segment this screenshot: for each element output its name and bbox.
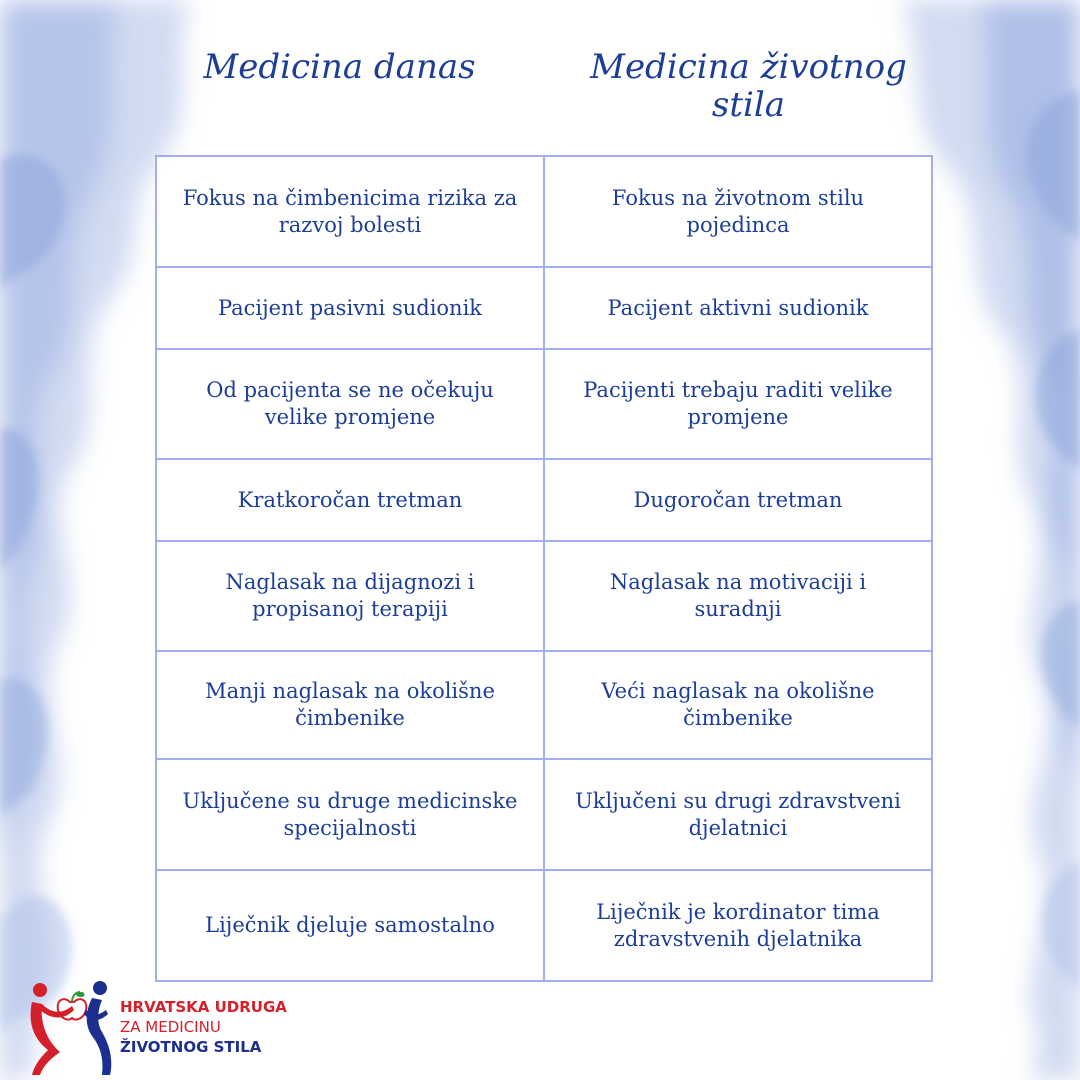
heading-medicina-danas: Medicina danas (203, 47, 476, 87)
figures-logo-icon (26, 980, 118, 1075)
cell-right: Uključeni su drugi zdravstveni djelatnici (544, 759, 932, 870)
comparison-table (155, 155, 933, 982)
table-row (156, 651, 932, 759)
table-row (156, 541, 932, 651)
cell-right: Fokus na životnom stilu pojedinca (544, 156, 932, 267)
cell-right: Pacijenti trebaju raditi velike promjene (544, 349, 932, 459)
table-row (156, 156, 932, 267)
cell-left: Od pacijenta se ne očekuju velike promjene (156, 349, 544, 459)
association-logo (26, 980, 326, 1075)
cell-right: Naglasak na motivaciji i suradnji (544, 541, 932, 651)
logo-line-1: HRVATSKA UDRUGA (120, 998, 287, 1016)
cell-right: Liječnik je kordinator tima zdravstvenih djelatnika (544, 870, 932, 981)
table-row (156, 759, 932, 870)
logo-line-3: ŽIVOTNOG STILA (120, 1038, 262, 1056)
cell-right: Veći naglasak na okolišne čimbenike (544, 651, 932, 759)
cell-left: Liječnik djeluje samostalno (156, 870, 544, 981)
cell-left: Manji naglasak na okolišne čimbenike (156, 651, 544, 759)
logo-text (120, 997, 287, 1057)
table-row (156, 459, 932, 541)
cell-left: Pacijent pasivni sudionik (156, 267, 544, 349)
cell-right: Dugoročan tretman (544, 459, 932, 541)
table-row (156, 870, 932, 981)
table-row (156, 349, 932, 459)
table-row (156, 267, 932, 349)
cell-left: Kratkoročan tretman (156, 459, 544, 541)
heading-medicina-zivotnog-stila: Medicina životnog stila (590, 47, 907, 125)
cell-left: Naglasak na dijagnozi i propisanoj terapiji (156, 541, 544, 651)
cell-left: Uključene su druge medicinske specijalnosti (156, 759, 544, 870)
cell-left: Fokus na čimbenicima rizika za razvoj bolesti (156, 156, 544, 267)
cell-right: Pacijent aktivni sudionik (544, 267, 932, 349)
column-headings (155, 48, 933, 124)
logo-line-2: ZA MEDICINU (120, 1018, 221, 1036)
